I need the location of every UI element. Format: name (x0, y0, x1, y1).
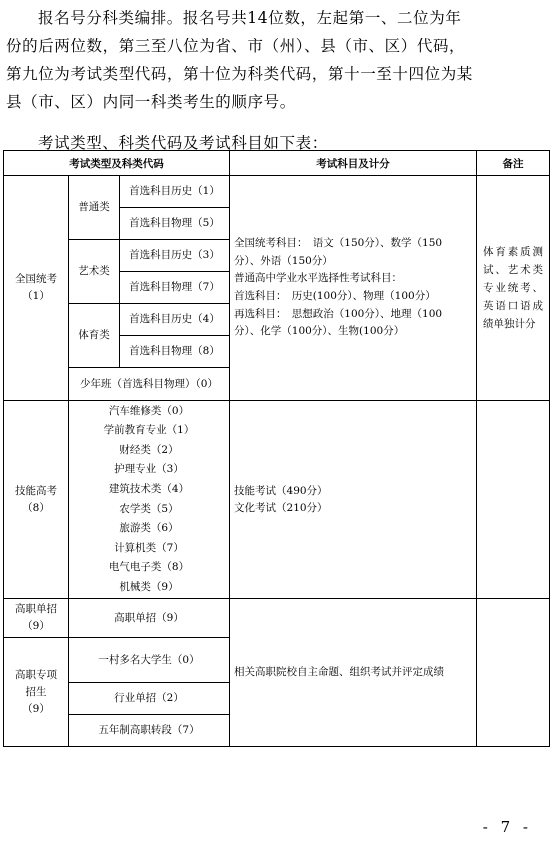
junior-class-cell: 少年班（首选科目物理）（0） (69, 368, 230, 401)
header-note: 备注 (477, 151, 550, 176)
table-row (4, 176, 550, 208)
subject-line: 分）、化学（100分）、生物(100分） (234, 325, 405, 338)
category-item: 计算机类（7） (114, 541, 184, 554)
higher-special-cell (4, 638, 69, 747)
exam-types-table (3, 150, 550, 747)
subject-line: 分）、外语（150分） (234, 254, 333, 267)
category-cell: 首选科目物理（8） (120, 336, 230, 368)
category-cell: 首选科目历史（1） (120, 176, 230, 208)
national-note-cell: 体育素质测试、艺术类专业统考、英语口语成绩单独计分 (477, 176, 550, 401)
national-subjects-cell (230, 176, 477, 401)
category-cell: 首选科目历史（4） (120, 304, 230, 336)
vocational-subjects-cell (230, 401, 477, 599)
category-item: 护理专业（3） (114, 463, 184, 476)
higher-special-item: 一村多名大学生（0） (69, 638, 230, 683)
higher-single-item: 高职单招（9） (69, 599, 230, 638)
national-exam-label: 全国统考 (15, 273, 57, 285)
vocational-categories-cell (69, 401, 230, 599)
table-row (4, 401, 550, 599)
category-item: 旅游类（6） (119, 522, 179, 535)
vocational-exam-label: 技能高考 (15, 484, 57, 497)
category-item: 汽车维修类（0） (108, 404, 190, 417)
intro-line: 县（市、区）内同一科类考生的顺序号。 (6, 93, 296, 111)
subject-line: 技能考试（490分） (234, 484, 328, 497)
category-item: 机械类（9） (119, 580, 179, 593)
page-number: - 7 - (482, 818, 532, 836)
category-cell: 首选科目物理（5） (120, 208, 230, 240)
category-item: 农学类（5） (119, 502, 179, 515)
vocational-exam-code: （8） (22, 501, 50, 514)
category-item: 财经类（2） (119, 443, 179, 456)
higher-special-code: （9） (22, 702, 50, 715)
category-item: 电气电子类（8） (108, 561, 190, 574)
table-header-row (4, 151, 550, 176)
category-cell: 首选科目物理（7） (120, 272, 230, 304)
intro-line: 第九位为考试类型代码，第十位为科类代码，第十一至十四位为某 (6, 65, 473, 83)
higher-special-label: 招生 (25, 685, 47, 698)
group-art: 艺术类 (69, 240, 120, 304)
header-exam-type: 考试类型及科类代码 (4, 151, 230, 176)
higher-single-label: 高职单招 (15, 603, 57, 615)
higher-subjects-cell: 相关高职院校自主命题、组织考试并评定成绩 (230, 599, 477, 747)
vocational-exam-cell (4, 401, 69, 599)
higher-special-item: 行业单招（2） (69, 683, 230, 715)
subject-line: 普通高中学业水平选择性考试科目： (234, 272, 403, 285)
higher-single-cell (4, 599, 69, 638)
higher-special-item: 五年制高职转段（7） (69, 715, 230, 747)
category-item: 建筑技术类（4） (108, 482, 190, 495)
national-exam-cell (4, 176, 69, 401)
subject-line: 文化考试（210分） (234, 501, 328, 514)
table-row (4, 599, 550, 638)
higher-special-label: 高职专项 (15, 668, 57, 681)
vocational-note-cell (477, 401, 550, 599)
subject-line: 全国统考科目： 语文（150分）、数学（150 (234, 237, 443, 250)
table-intro: 考试类型、科类代码及考试科目如下表： (38, 134, 328, 152)
header-subjects: 考试科目及计分 (230, 151, 477, 176)
group-general: 普通类 (69, 176, 120, 240)
subject-line: 首选科目： 历史(100分）、物理（100分） (234, 290, 436, 302)
intro-line: 份的后两位数，第三至八位为省、市（州）、县（市、区）代码， (6, 37, 466, 55)
intro-line: 报名号分科类编排。报名号共14位数，左起第一、二位为年 (38, 9, 462, 27)
higher-single-code: （9） (22, 620, 50, 632)
category-item: 学前教育专业（1） (103, 424, 195, 437)
subject-line: 再选科目： 思想政治（100分）、地理（100 (234, 307, 443, 320)
category-cell: 首选科目历史（3） (120, 240, 230, 272)
intro-paragraph (6, 4, 546, 116)
group-sports: 体育类 (69, 304, 120, 368)
higher-note-cell (477, 599, 550, 747)
national-exam-code: （1） (22, 290, 50, 302)
